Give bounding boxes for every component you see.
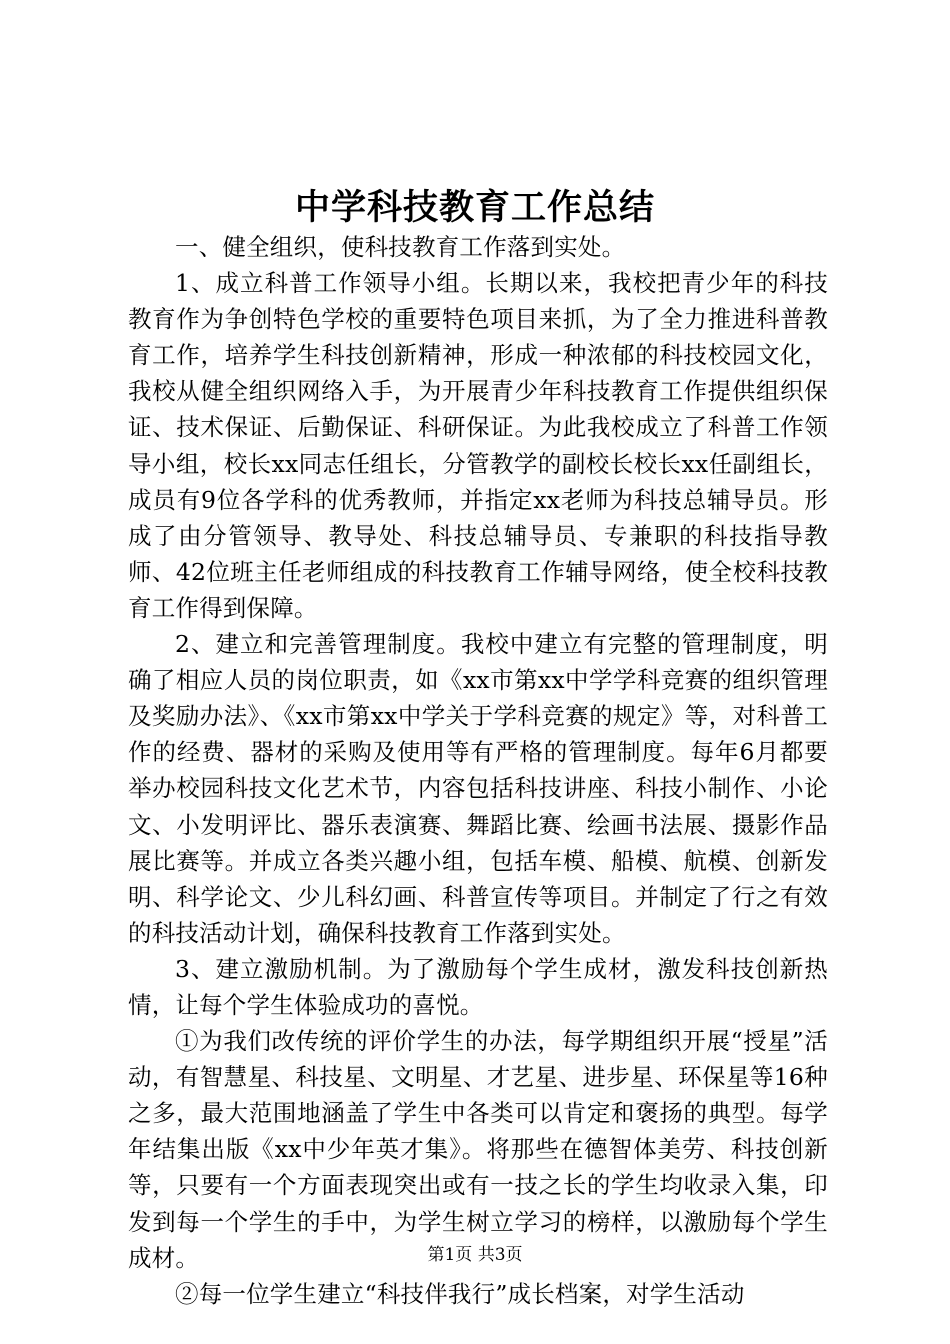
paragraph-3: 3、建立激励机制。为了激励每个学生成材，激发科技创新热情，让每个学生体验成功的喜悦。 <box>128 954 828 1019</box>
paragraph-4: ①为我们改传统的评价学生的办法，每学期组织开展“授星”活动，有智慧星、科技星、文明星、才艺星、进步星、环保星等16种之多，最大范围地涵盖了学生中各类可以肯定和褒扬的典型。每学年结集出版《xx中少年英才集》。将那些在德智体美劳、科技创新等，只要有一个方面表现突出或有一技之长的学生均收录入集，印发到每一个学生的手中，为学生树立学习的榜样，以激励每个学生成材。 <box>128 1027 828 1272</box>
paragraph-1: 1、成立科普工作领导小组。长期以来，我校把青少年的科技教育作为争创特色学校的重要特色项目来抓，为了全力推进科普教育工作，培养学生科技创新精神，形成一种浓郁的科技校园文化，我校从健全组织网络入手，为开展青少年科技教育工作提供组织保证、技术保证、后勤保证、科研保证。为此我校成立了科普工作领导小组，校长xx同志任组长，分管教学的副校长校长xx任副组长，成员有9位各学科的优秀教师，并指定xx老师为科技总辅导员。形成了由分管领导、教导处、科技总辅导员、专兼职的科技指导教师、42位班主任老师组成的科技教育工作辅导网络，使全校科技教育工作得到保障。 <box>128 269 828 622</box>
section-heading: 一、健全组织，使科技教育工作落到实处。 <box>175 233 626 261</box>
page-footer: 第1页 共3页 <box>427 1245 523 1265</box>
document-title: 中学科技教育工作总结 <box>294 187 655 228</box>
paragraph-2: 2、建立和完善管理制度。我校中建立有完整的管理制度，明确了相应人员的岗位职责，如《xx市第xx中学学科竞赛的组织管理及奖励办法》、《xx市第xx中学关于学科竞赛的规定》等，对科普工作的经费、器材的采购及使用等有严格的管理制度。每年6月都要举办校园科技文化艺术节，内容包括科技讲座、科技小制作、小论文、小发明评比、器乐表演赛、舞蹈比赛、绘画书法展、摄影作品展比赛等。并成立各类兴趣小组，包括车模、船模、航模、创新发明、科学论文、少儿科幻画、科普宣传等项目。并制定了行之有效的科技活动计划，确保科技教育工作落到实处。 <box>128 630 828 947</box>
document-body <box>128 229 828 1312</box>
paragraph-5: ②每一位学生建立“科技伴我行”成长档案，对学生活动 <box>175 1279 745 1308</box>
